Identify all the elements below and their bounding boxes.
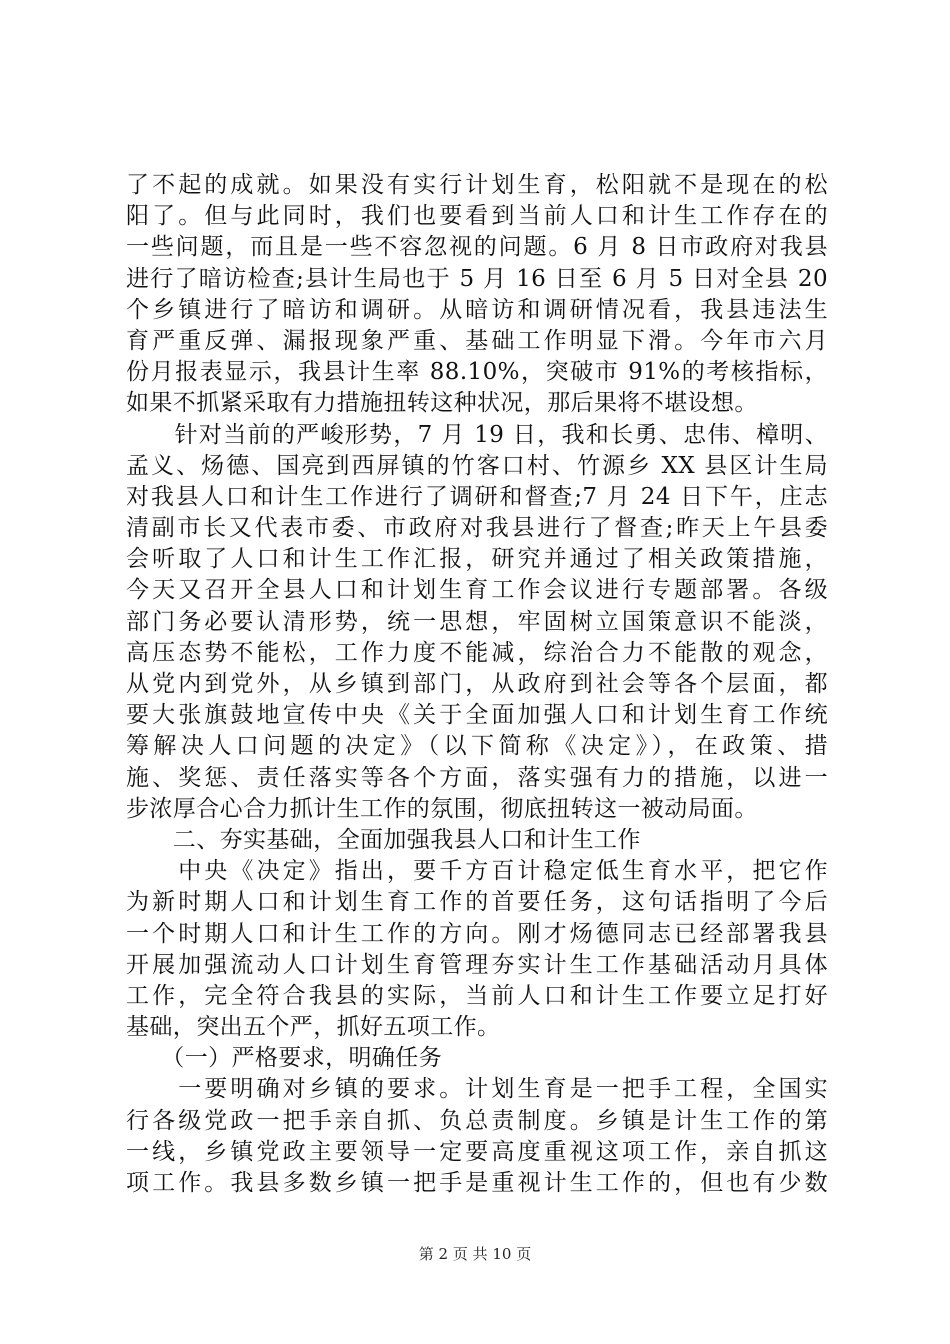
text-line: 二、夯实基础，全面加强我县人口和计生工作 (126, 826, 641, 853)
text-line: 进行了暗访检查;县计生局也于 5 月 16 日至 6 月 5 日对全县 20 (126, 265, 828, 292)
text-line: 一个时期人口和计生工作的方向。刚才炀德同志已经部署我县 (126, 920, 828, 947)
text-line: 项工作。我县多数乡镇一把手是重视计生工作的，但也有少数 (126, 1170, 828, 1196)
text-line: 开展加强流动人口计划生育管理夯实计生工作基础活动月具体 (126, 951, 828, 978)
text-line: 今天又召开全县人口和计划生育工作会议进行专题部署。各级 (126, 577, 828, 604)
text-line: 育严重反弹、漏报现象严重、基础工作明显下滑。今年市六月 (126, 327, 828, 354)
text-line: 如果不抓紧采取有力措施扭转这种状况，那后果将不堪设想。 (126, 390, 758, 417)
text-line: 步浓厚合心合力抓计生工作的氛围，彻底扭转这一被动局面。 (126, 795, 758, 822)
body-text (126, 170, 828, 1199)
text-line: （一）严格要求，明确任务 (126, 1045, 443, 1072)
text-line: 高压态势不能松，工作力度不能减，综治合力不能散的观念， (126, 639, 828, 666)
text-line: 一要明确对乡镇的要求。计划生育是一把手工程，全国实 (126, 1076, 828, 1103)
text-line: 要大张旗鼓地宣传中央《关于全面加强人口和计划生育工作统 (126, 702, 828, 729)
text-line: 了不起的成就。如果没有实行计划生育，松阳就不是现在的松 (126, 172, 828, 198)
text-line: 基础，突出五个严，抓好五项工作。 (126, 1014, 501, 1041)
text-line: 个乡镇进行了暗访和调研。从暗访和调研情况看，我县违法生 (126, 296, 828, 323)
text-line: 孟义、炀德、国亮到西屏镇的竹客口村、竹源乡 XX 县区计生局 (126, 452, 828, 479)
text-line: 份月报表显示，我县计生率 88.10%，突破市 91%的考核指标， (126, 359, 828, 386)
text-line: 行各级党政一把手亲自抓、负总责制度。乡镇是计生工作的第 (126, 1107, 828, 1134)
text-line: 从党内到党外，从乡镇到部门，从政府到社会等各个层面，都 (126, 671, 828, 697)
text-line: 施、奖惩、责任落实等各个方面，落实强有力的措施，以进一 (126, 764, 828, 791)
text-line: 为新时期人口和计划生育工作的首要任务，这句话指明了今后 (126, 889, 828, 916)
text-line: 对我县人口和计生工作进行了调研和督查;7 月 24 日下午，庄志 (126, 483, 828, 510)
text-line: 工作，完全符合我县的实际，当前人口和计生工作要立足打好 (126, 982, 828, 1009)
text-line: 部门务必要认清形势，统一思想，牢固树立国策意识不能淡， (126, 608, 828, 635)
text-line: 阳了。但与此同时，我们也要看到当前人口和计生工作存在的 (126, 203, 828, 230)
page-footer: 第 2 页 共 10 页 (418, 1245, 532, 1263)
text-line: 一些问题，而且是一些不容忽视的问题。6 月 8 日市政府对我县 (126, 234, 828, 261)
text-line: 清副市长又代表市委、市政府对我县进行了督查;昨天上午县委 (126, 515, 828, 542)
text-line: 针对当前的严峻形势，7 月 19 日，我和长勇、忠伟、樟明、 (126, 421, 828, 448)
text-line: 一线，乡镇党政主要领导一定要高度重视这项工作，亲自抓这 (126, 1138, 828, 1165)
text-line: 会听取了人口和计生工作汇报，研究并通过了相关政策措施， (126, 546, 828, 573)
text-line: 筹解决人口问题的决定》（以下简称《决定》），在政策、措 (126, 733, 828, 760)
text-line: 中央《决定》指出，要千方百计稳定低生育水平，把它作 (126, 858, 828, 885)
